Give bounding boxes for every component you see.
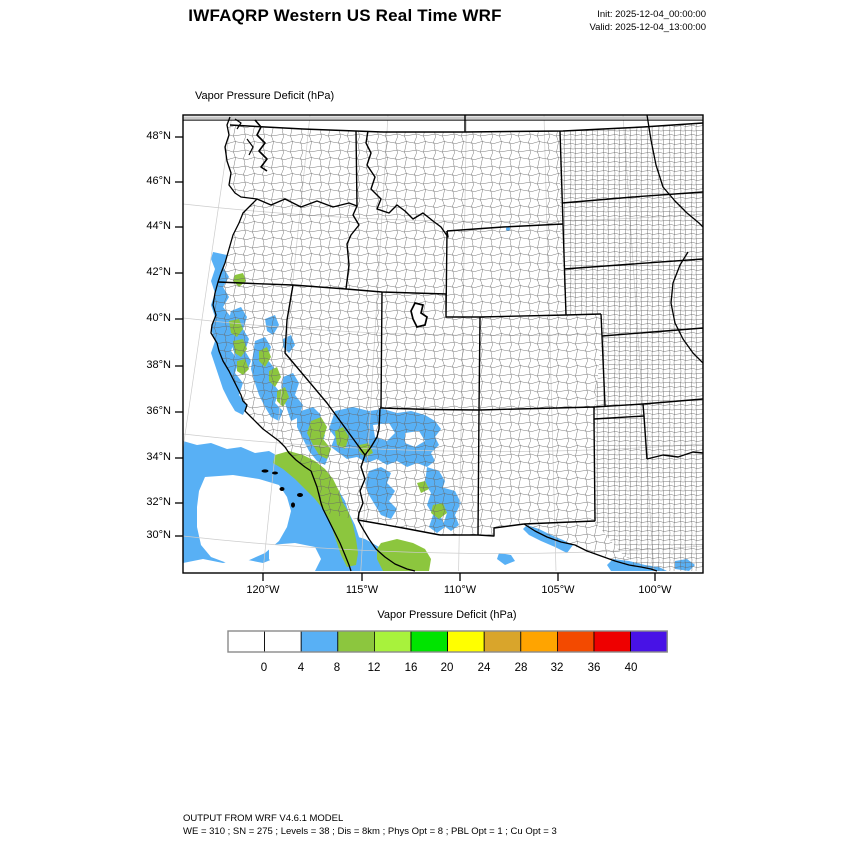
colorbar-segment <box>265 631 302 652</box>
colorbar-title: Vapor Pressure Deficit (hPa) <box>377 609 517 621</box>
map-variable-title: Vapor Pressure Deficit (hPa) <box>195 90 335 102</box>
colorbar-segment <box>411 631 448 652</box>
lat-label: 34°N <box>146 451 171 463</box>
colorbar-segment <box>631 631 668 652</box>
colorbar-segment <box>374 631 411 652</box>
domain-edge-strip <box>183 117 703 121</box>
model-info-footer <box>183 812 557 838</box>
lat-label: 44°N <box>146 220 171 232</box>
colorbar-tick: 20 <box>440 662 454 674</box>
colorbar-tick: 28 <box>514 662 528 674</box>
colorbar-segment <box>521 631 558 652</box>
lon-label: 100°W <box>638 584 672 596</box>
init-time: Init: 2025-12-04_00:00:00 <box>597 9 706 20</box>
colorbar-segment <box>594 631 631 652</box>
lon-label: 115°W <box>345 584 379 596</box>
colorbar-tick: 32 <box>550 662 564 674</box>
colorbar-tick: 24 <box>477 662 491 674</box>
colorbar-tick: 16 <box>404 662 418 674</box>
lon-label: 105°W <box>541 584 575 596</box>
colorbar-segment <box>557 631 594 652</box>
colorbar-tick: 40 <box>624 662 638 674</box>
colorbar-segment <box>448 631 485 652</box>
colorbar-segment <box>301 631 338 652</box>
footer-line2: WE = 310 ; SN = 275 ; Levels = 38 ; Dis = 8km ; Phys Opt = 8 ; PBL Opt = 1 ; Cu Opt = 3 <box>183 826 557 837</box>
lat-label: 42°N <box>146 266 171 278</box>
lon-label: 120°W <box>246 584 280 596</box>
footer-line1: OUTPUT FROM WRF V4.6.1 MODEL <box>183 813 344 824</box>
colorbar-tick: 12 <box>367 662 381 674</box>
lat-label: 30°N <box>146 529 171 541</box>
lat-label: 32°N <box>146 496 171 508</box>
colorbar-tick: 0 <box>260 662 268 674</box>
lon-label: 110°W <box>443 584 477 596</box>
colorbar-tick: 8 <box>333 662 341 674</box>
colorbar-segment <box>228 631 265 652</box>
colorbar-tick: 4 <box>297 662 305 674</box>
colorbar-segment <box>338 631 375 652</box>
colorbar <box>227 630 669 654</box>
lat-label: 38°N <box>146 359 171 371</box>
lat-label: 46°N <box>146 175 171 187</box>
colorbar-tick: 36 <box>587 662 601 674</box>
lat-label: 40°N <box>146 312 171 324</box>
valid-time: Valid: 2025-12-04_13:00:00 <box>589 22 706 33</box>
lat-label: 48°N <box>146 130 171 142</box>
page-title: IWFAQRP Western US Real Time WRF <box>188 6 502 25</box>
lat-label: 36°N <box>146 405 171 417</box>
colorbar-segment <box>484 631 521 652</box>
